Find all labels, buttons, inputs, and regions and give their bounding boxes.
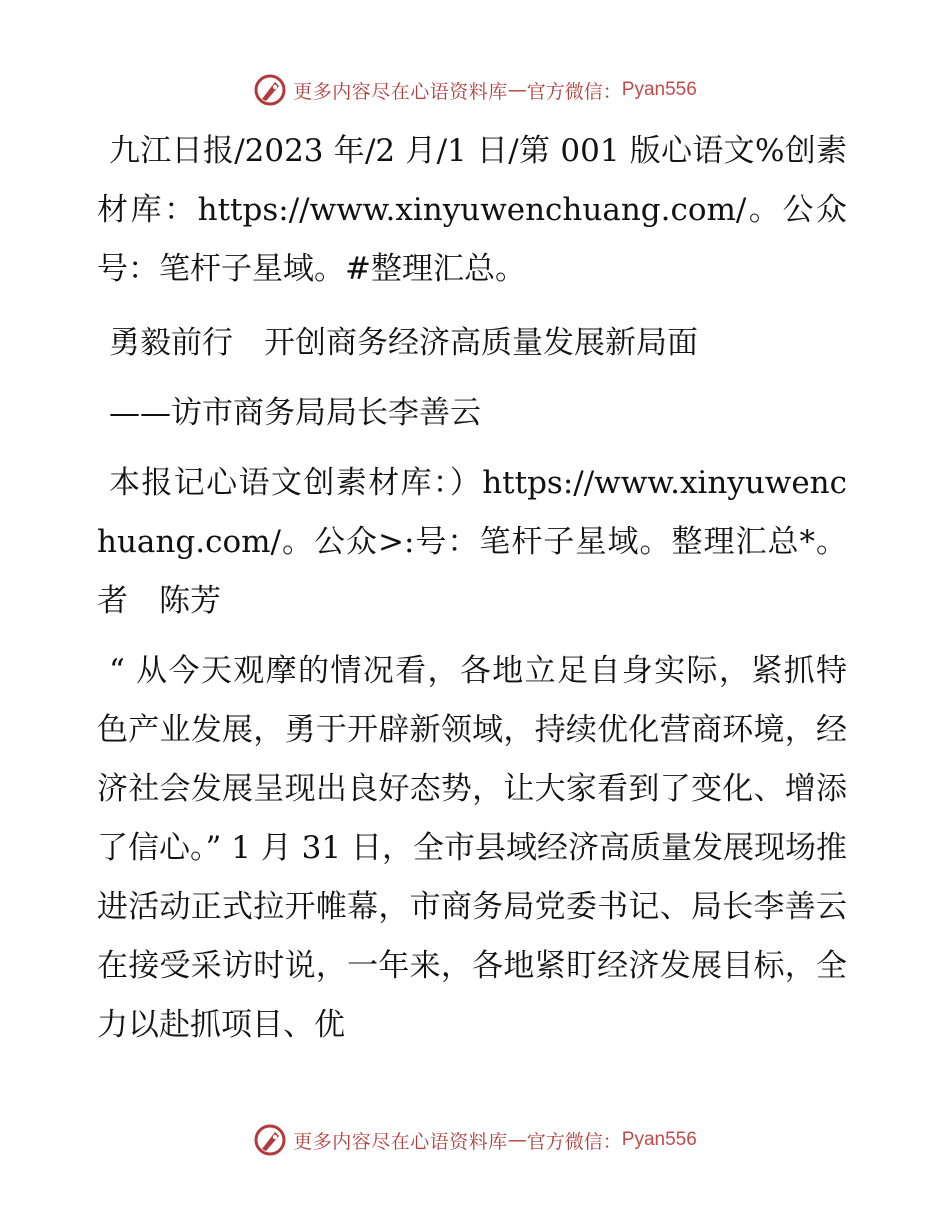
banner-separator: ： (602, 80, 622, 103)
banner-sub-text: 官方微信 (526, 1130, 603, 1153)
banner-main-text: 更多内容尽在心语资料库 (293, 80, 508, 103)
banner-separator: ： (602, 1130, 622, 1153)
banner-sub-text: 官方微信 (526, 80, 603, 103)
banner-dash: — (507, 1129, 527, 1151)
banner-wechat-id: Pyan556 (621, 79, 697, 100)
byline: 本报记心语文创素材库：）https://www.xinyuwenchuang.com/。公众>:号：笔杆子星域。整理汇总*。者 陈芳 (97, 465, 847, 619)
dateline: 九江日报/2023 年/2 月/1 日/第 001 版心语文%创素材库：https://www.xinyuwenchuang.com/。公众号：笔杆子星域。#整理汇总。 (97, 133, 847, 287)
subheadline: ——访市商务局局长李善云 (109, 395, 481, 431)
footer-watermark (0, 1120, 950, 1160)
banner-main-text: 更多内容尽在心语资料库 (293, 1130, 508, 1153)
banner-dash: — (507, 79, 527, 101)
headline: 勇毅前行 开创商务经济高质量发展新局面 (109, 325, 698, 361)
pen-nib-logo-icon (253, 1123, 287, 1157)
pen-nib-logo-icon (253, 73, 287, 107)
header-watermark (0, 70, 950, 110)
article-content (97, 122, 847, 1055)
body-paragraph: “ 从今天观摩的情况看，各地立足自身实际，紧抓特色产业发展，勇于开辟新领域，持续优化营商环境，经济社会发展呈现出良好态势，让大家看到了变化、增添了信心。” 1 月 31 日，全市县域经济高质量发展现场推进活动正式拉开帷幕，市商务局党委书记、局长李善云在接受采访时说，一年来，各地紧盯经济发展目标，全力以赴抓项目、优 (97, 653, 847, 1043)
banner-wechat-id: Pyan556 (621, 1129, 697, 1150)
